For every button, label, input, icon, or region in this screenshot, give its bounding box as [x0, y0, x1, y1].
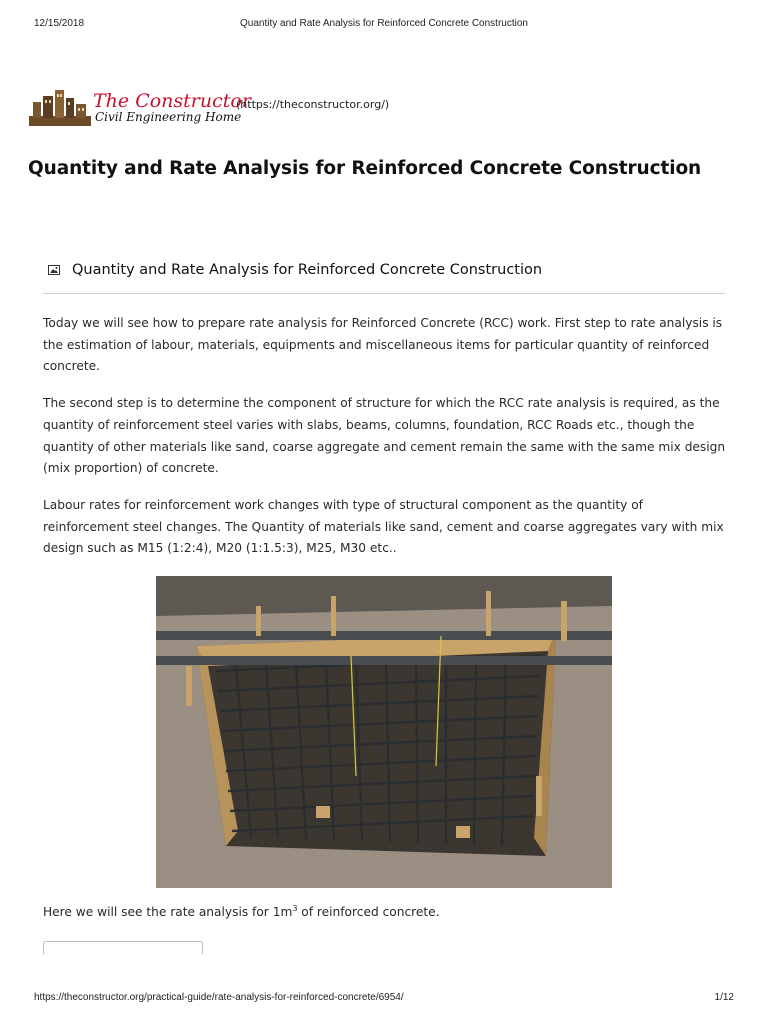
paragraph-3: Labour rates for reinforcement work changes with type of structural component as the quantity of reinforcement steel changes. The Quantity of materials like sand, cement and coarse aggregates vary with mix design such as M15 (1:2:4), M20 (1:1.5:3), M25, M30 etc.. [43, 497, 724, 556]
logo-brand: The Constructor [93, 90, 251, 112]
building-logo-icon [29, 88, 91, 126]
paragraph-2: The second step is to determine the component of structure for which the RCC rate analysis is required, as the quantity of reinforcement steel varies with slabs, beams, columns, foundation, RCC Roads etc., though the quantity of other materials like sand, coarse aggregate and cement remain the same with the same mix design (mix proportion) of concrete. [43, 396, 726, 476]
after-image-text-prefix: Here we will see the rate analysis for 1m [43, 905, 293, 920]
paragraph-1: Today we will see how to prepare rate analysis for Reinforced Concrete (RCC) work. First step to rate analysis is the estimation of labour, materials, equipments and miscellaneous items for particular quantity of reinforced concrete. [43, 316, 723, 374]
cubic-superscript: 3 [292, 904, 298, 913]
image-icon [48, 265, 60, 275]
print-date: 12/15/2018 [34, 18, 85, 29]
print-header [0, 18, 768, 32]
logo-tagline: Civil Engineering Home [95, 110, 242, 124]
page-title: Quantity and Rate Analysis for Reinforced Concrete Construction [28, 158, 702, 179]
page-number: 1/12 [714, 992, 734, 1003]
site-logo[interactable] [29, 88, 429, 128]
intro-after-image [43, 904, 440, 919]
after-image-text-suffix: of reinforced concrete. [297, 905, 440, 920]
footer-url[interactable]: https://theconstructor.org/practical-guide/rate-analysis-for-reinforced-concrete/6954/ [34, 992, 404, 1003]
article-body [43, 313, 728, 575]
table-top-border [43, 941, 203, 954]
rebar-foundation-photo [156, 576, 612, 888]
section-title: Quantity and Rate Analysis for Reinforced Concrete Construction [72, 262, 543, 278]
logo-url[interactable]: (https://theconstructor.org/) [236, 98, 390, 111]
print-title: Quantity and Rate Analysis for Reinforced Concrete Construction [240, 18, 528, 29]
section-divider [43, 293, 725, 294]
